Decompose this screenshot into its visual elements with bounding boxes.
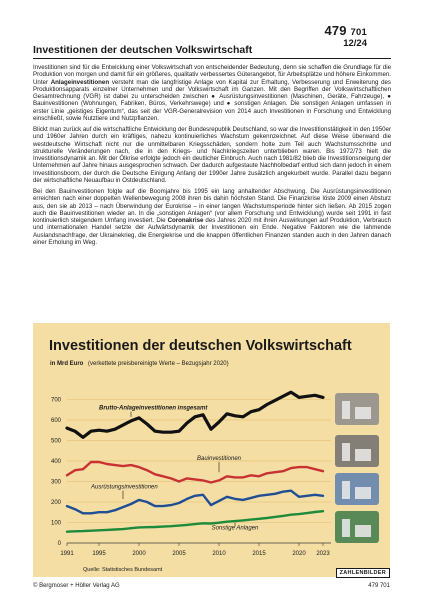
series-label: Ausrüstungsinvestitionen <box>91 484 158 491</box>
building-icon-detail <box>342 443 350 461</box>
bold-term: Coronakrise <box>167 217 204 224</box>
chart-unit: in Mrd Euro <box>50 361 84 367</box>
y-tick-label: 400 <box>50 458 61 465</box>
series-line <box>67 462 323 483</box>
chart-title: Investitionen der deutschen Volkswirtschaft <box>49 338 352 354</box>
x-tick-label: 2000 <box>132 551 146 557</box>
paragraph-text: Blickt man zurück auf die wirtschaftliche Entwicklung der Bundesrepublik Deutschland, so war die Investitionstätigkeit in den 1950er und 1960er Jahren durch ein kräftiges, nahezu kontinuierliches Wachstum gekennzeichnet. Auf diese Weise überwand die westdeutsche Wirtschaft nicht nur die unmittelbaren Kriegsschäden, sondern holte zum Teil auch Wachstumsschritte und strukturelle Veränderungen nach, die in den Kriegs- und Nachkriegszeiten unterblieben waren. Bis 1972/73 hielt die Investitionsdynamik an. Mit der Ölkrise erfolgte jedoch ein deutlicher Einbruch. Auch nach 1981/82 blieb die Investitionsneigung der Unternehmen auf Jahre hinaus ausgesprochen schwach. Der dadurch aufgestaute Nachholbedarf entlud sich dann jedoch in einem Investitionsboom, der durch die Deutsche Einigung Anfang der 1990er Jahre zusätzlich angekurbelt wurde. Parallel dazu begann der wirtschaftliche Neuaufbau in Ostdeutschland. <box>33 126 391 184</box>
y-tick-label: 700 <box>50 397 61 404</box>
y-tick-label: 100 <box>50 520 61 527</box>
x-tick-label: 1991 <box>60 551 74 557</box>
x-tick-label: 2015 <box>252 551 266 557</box>
body-paragraph <box>33 188 391 246</box>
research-icon-detail <box>342 519 350 537</box>
paragraph-text: versteht man die langfristige Anlage von Kapital zur Erhaltung, Verbesserung und Erweiterung des Produktionsapparats einzelner Unternehmen und der Volkswirtschaft im Ganzen. Mit den Begriffen der Volkswirtschaftlichen Gesamtrechnung (VGR) ist dabei zu unterscheiden zwischen ● Ausrüstungsinvestitionen (Maschinen, Geräte, Fahrzeuge), ● Bauinvestitionen (Wohnungen, Fabriken, Büros, Verkehrswege) und ● sonstigen Anlagen. Die sonstigen Anlagen umfassen in erster Linie „geistiges Eigentum“, das seit der VGR-Generalrevision von 2014 auch Investitionen in Forschung und Entwicklung einschließt, sowie Nutztiere und Nutzpflanzen. <box>33 78 391 122</box>
y-tick-label: 300 <box>50 479 61 486</box>
series-label: Brutto-Anlageinvestitionen insgesamt <box>99 405 208 412</box>
sheet-number: 479 701 12/24 <box>324 23 367 49</box>
issue-label: 12/24 <box>343 38 367 49</box>
crane-icon-detail <box>355 487 371 499</box>
series-line <box>67 392 323 437</box>
building-icon-detail <box>355 449 371 461</box>
publisher-footer: © Bergmoser + Höller Verlag AG <box>33 583 120 589</box>
factory-icon-detail <box>355 407 371 419</box>
zahlenbilder-badge: ZAHLENBILDER <box>336 568 390 578</box>
page-title: Investitionen der deutschen Volkswirtschaft <box>33 44 391 59</box>
body-paragraph <box>33 64 391 122</box>
sheet-number-footer: 479 701 <box>368 583 390 589</box>
paragraph-text: Investitionen sind für die Entwicklung einer Volkswirtschaft von entscheidender Bedeutung, denn sie schaffen die Grundlage für die Produktion von morgen und damit für ein größeres, qualitativ verbessertes Güterangebot, für Arbeitsplätze und höhere Einkommen. Unter <box>33 64 391 86</box>
body-text <box>33 64 391 250</box>
factory-icon-detail <box>342 401 350 419</box>
body-paragraph <box>33 126 391 184</box>
x-tick-label: 1995 <box>92 551 106 557</box>
y-tick-label: 600 <box>50 417 61 424</box>
chart-note: (verkettete preisbereinigte Werte – Bezugsjahr 2020) <box>88 361 229 367</box>
paragraph-text: Bei den Bauinvestitionen folgte auf die Boomjahre bis 1995 ein lang anhaltender Abschwung. Die Ausrüstungsinvestitionen erreichten nach einer doppelten Wellenbewegung 2008 ihren bis dahin höchsten Stand. Die Finanzkrise löste 2009 einen Absturz aus, den sie ab 2013 – nach Überwindung der Eurokrise – in einer langen Wachstumsperiode hinter sich ließen. Ab 2015 zogen auch die Bauinvestitionen wieder an. In die „sonstigen Anlagen“ (vor allem Forschung und Entwicklung) wurde seit 1991 in fast kontinuierlich steigendem Umfang investiert. Die <box>33 188 391 224</box>
y-tick-label: 0 <box>57 541 61 547</box>
series-line <box>67 511 323 532</box>
y-tick-label: 500 <box>50 438 61 445</box>
bold-term: Anlageinvestitionen <box>50 78 110 86</box>
series-label: Sonstige Anlagen <box>211 525 259 532</box>
chart-panel <box>33 323 390 577</box>
research-icon-detail <box>355 525 371 537</box>
chart-source: Quelle: Statistisches Bundesamt <box>83 567 163 573</box>
x-tick-label: 2023 <box>316 551 330 557</box>
crane-icon-detail <box>342 481 350 499</box>
chart-svg <box>33 323 390 577</box>
series-label: Bauinvestitionen <box>196 455 242 462</box>
x-tick-label: 2010 <box>212 551 226 557</box>
paragraph-text: des Jahres 2020 mit ihren Auswirkungen auf Produktion, Verbrauch und internationalen Handel setzte der Aufwärtsdynamik der Investitionen ein Ende. Negative Faktoren wie die lahmende Auslandsnachfrage, der Ukrainekrieg, die Energiekrise und die knappen öffentlichen Finanzen standen auch in den Jahren danach einer Erholung im Weg. <box>33 217 392 246</box>
x-tick-label: 2005 <box>172 551 186 557</box>
x-tick-label: 2020 <box>292 551 306 557</box>
y-tick-label: 200 <box>50 499 61 506</box>
